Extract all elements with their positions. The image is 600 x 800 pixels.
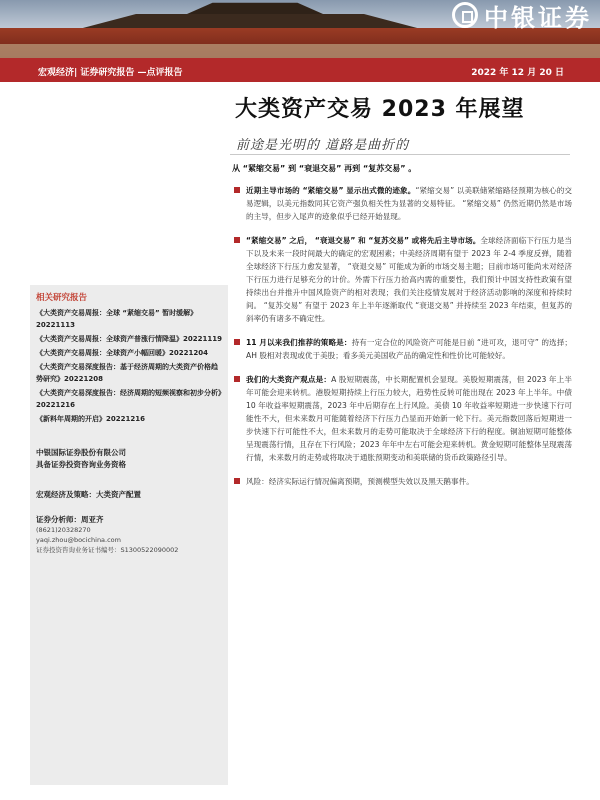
sidebar — [30, 285, 228, 785]
category-strip — [0, 58, 600, 82]
bullet-square-icon — [234, 478, 240, 484]
related-report-link[interactable]: 《大类资产交易深度报告：基于经济周期的大类资产价格趋势研究》20221208 — [36, 363, 218, 383]
analyst-email[interactable]: yaqi.zhou@bocichina.com — [36, 536, 121, 544]
boc-logo-icon — [452, 2, 478, 28]
bullet-item — [232, 184, 572, 223]
header-banner — [0, 0, 600, 58]
bullet-item — [232, 336, 572, 362]
bullet-square-icon — [234, 339, 240, 345]
bullet-lead: 11 月以来我们推荐的策略是： — [246, 338, 352, 347]
bullet-square-icon — [234, 237, 240, 243]
bullet-square-icon — [234, 187, 240, 193]
analyst-name: 证券分析师：周亚齐 — [36, 515, 104, 524]
bullet-text: A 股短期震荡，中长期配置机会显现。美股短期震荡，但 2023 年上半年可能会迎来转机。港股短期持续上行压力较大，趋势性反转可能出现在 2023 年上半年。中债 10 年收益率短期震荡，2023 年中后期存在上行风险。美债 10 年收益率短期进一步快速下行可能性不大，但未来数月可能随着经济下行压力凸显而开始新一轮下行。美元指数回落后短期进一步快速下行可能性不大，但未来数月的走势可能取决于全球经济下行的程度。铜油短期可能整体呈现震荡行情，且存在下行风险；2023 年年中左右可能会迎来转机。黄金短期可能整体呈现震荡行情，未来数月的走势或将取决于通胀预期变动和美联储的货币政策路径引导。 — [246, 375, 572, 462]
title-divider — [230, 154, 570, 155]
bullet-lead: “紧缩交易” 之后， “衰退交易” 和 “复苏交易” 或将先后主导市场。 — [246, 236, 481, 245]
bullet-lead: 我们的大类资产观点是： — [246, 375, 332, 384]
related-report-link[interactable]: 《大类资产交易周报：全球资产普涨行情降温》20221119 — [36, 335, 222, 343]
related-report-link[interactable]: 《新料年周期的开启》20221216 — [36, 415, 145, 423]
report-category: 宏观经济| 证券研究报告 —点评报告 — [38, 68, 183, 78]
report-title: 大类资产交易 2023 年展望 — [235, 97, 525, 122]
bullet-item — [232, 373, 572, 464]
department: 宏观经济及策略：大类资产配置 — [36, 490, 141, 499]
company-qualification: 具备证券投资咨询业务资格 — [36, 460, 126, 469]
brand-name: 中银证券 — [484, 3, 592, 32]
report-date: 2022 年 12 月 20 日 — [471, 68, 564, 78]
related-report-link[interactable]: 《大类资产交易周报：全球 “紧缩交易” 暂时缓解》20221113 — [36, 309, 198, 329]
report-intro: 从 “紧缩交易” 到 “衰退交易” 再到 “复苏交易” 。 — [232, 164, 417, 173]
bullet-text: 风险：经济实际运行情况偏离预期，预测模型失效以及黑天鹅事件。 — [246, 477, 474, 486]
analyst-phone: (8621)20328270 — [36, 526, 91, 534]
bullet-text: “紧缩交易” 以美联储紧缩路径预期为核心的交易逻辑，以美元指数同其它资产强负相关性为显著的交易特征。 “紧缩交易” 仍然近期仍然是市场的主导，但步入尾声的迹象似乎已经开始显现。 — [246, 186, 572, 221]
bullet-text: 全球经济面临下行压力是当下以及未来一段时间最大的确定的宏观困素；中美经济周期有望于 2023 年 2-4 季度反弹，随着全球经济下行压力愈发显著， “衰退交易” 可能成为新的市场交易主题；目前市场可能尚未对经济下行压力进行足够充分的计价。外需下行压力抬高内需的重要性，我们预计中国支持性政策有望持续出台并推升中国风险资产的相对表现；我们关注疫情发展对于经济活动影响的深度和持续时间。 “复苏交易” 有望于 2023 年上半年逐渐取代 “衰退交易” 并持续至 2023 年结束，但复苏的斜率仍有诸多不确定性。 — [246, 236, 572, 323]
report-subtitle: 前途是光明的 道路是曲折的 — [236, 138, 410, 153]
main-content — [232, 163, 572, 499]
brand — [452, 0, 592, 30]
related-report-link[interactable]: 《大类资产交易深度报告：经济周期的短频视察和初步分析》20221216 — [36, 389, 222, 409]
analyst-license: 证券投资咨询业务证书编号：S1300522090002 — [36, 546, 179, 554]
related-reports-heading: 相关研究报告 — [36, 293, 88, 303]
bullet-item — [232, 234, 572, 325]
bullet-item — [232, 475, 572, 488]
related-report-link[interactable]: 《大类资产交易周报：全球资产小幅回暖》20221204 — [36, 349, 208, 357]
bullet-lead: 近期主导市场的 “紧缩交易” 显示出式微的迹象。 — [246, 186, 416, 195]
banner-ground — [0, 44, 600, 58]
bullet-text: 持有一定合位的风险资产可能是日前 “进可攻，退可守” 的选择；AH 股相对表现或优于美股；看多美元美国收产品的确定性和性价比可能较好。 — [246, 338, 572, 360]
bullet-square-icon — [234, 376, 240, 382]
company-name: 中银国际证券股份有限公司 — [36, 448, 126, 457]
